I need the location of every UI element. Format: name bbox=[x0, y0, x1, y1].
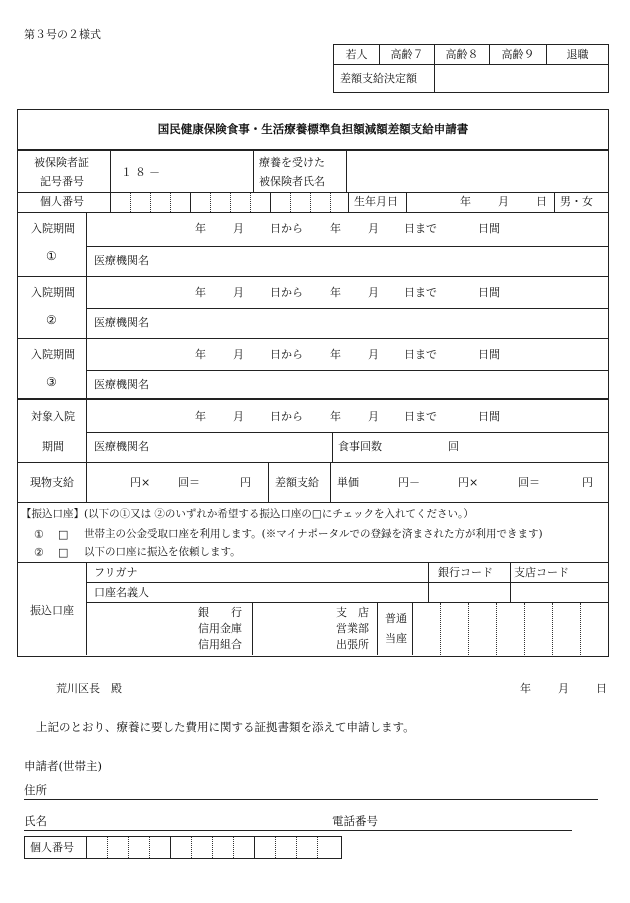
period-2-from: 日から bbox=[270, 286, 303, 299]
period-1-from-month: 月 bbox=[233, 222, 244, 235]
target-to-year: 年 bbox=[330, 410, 341, 423]
period-1-to-year: 年 bbox=[330, 222, 341, 235]
target-hospital-label: 医療機関名 bbox=[94, 440, 149, 453]
period-2-label: 入院期間 bbox=[31, 286, 75, 299]
statement: 上記のとおり、療養に要した費用に関する証拠書類を添えて申請します。 bbox=[36, 720, 415, 734]
period-2-hospital-label: 医療機関名 bbox=[94, 316, 149, 329]
option-2-text: 以下の口座に振込を依頼します。 bbox=[84, 546, 241, 558]
target-from-month: 月 bbox=[233, 410, 244, 423]
branch-type-office: 営業部 bbox=[336, 622, 369, 635]
branch-type-branch: 支 店 bbox=[336, 606, 369, 619]
target-period-label-1: 対象入院 bbox=[31, 410, 75, 423]
period-1-marker: ① bbox=[46, 249, 57, 263]
transfer-note: 【振込口座】(以下の①又は ②のいずれか希望する振込口座の□にチェックを入れてください。） bbox=[21, 508, 474, 520]
form-number: 第３号の２様式 bbox=[24, 28, 101, 41]
date-year-unit: 年 bbox=[520, 682, 531, 695]
meal-count-unit: 回 bbox=[448, 440, 459, 453]
period-2-from-month: 月 bbox=[233, 286, 244, 299]
bank-type-kumiai: 信用組合 bbox=[198, 638, 242, 651]
target-to-month: 月 bbox=[368, 410, 379, 423]
option-2-checkbox[interactable]: □ bbox=[58, 546, 69, 559]
period-3-days: 日間 bbox=[478, 348, 500, 361]
target-days: 日間 bbox=[478, 410, 500, 423]
decision-amount-label: 差額支給決定額 bbox=[334, 65, 435, 93]
diff-times-eq: 回＝ bbox=[518, 476, 540, 489]
phone-label: 電話番号 bbox=[332, 814, 378, 828]
period-2-to-year: 年 bbox=[330, 286, 341, 299]
target-from-year: 年 bbox=[195, 410, 206, 423]
bank-type-bank: 銀 行 bbox=[198, 606, 242, 619]
account-label: 振込口座 bbox=[30, 604, 74, 617]
target-until: 日まで bbox=[404, 410, 437, 423]
option-1-text: 世帯主の公金受取口座を利用します。(※マイナポータルでの登録を済まされた方が利用できます) bbox=[84, 528, 543, 540]
period-3-from-month: 月 bbox=[233, 348, 244, 361]
period-3-marker: ③ bbox=[46, 375, 57, 389]
birth-date-label: 生年月日 bbox=[354, 195, 398, 208]
patient-name-label-1: 療養を受けた bbox=[259, 156, 325, 169]
bank-type-shinkin: 信用金庫 bbox=[198, 622, 242, 635]
cash-times-eq: 回＝ bbox=[178, 476, 200, 489]
date-day-unit: 日 bbox=[596, 682, 607, 695]
meal-count-label: 食事回数 bbox=[338, 440, 382, 453]
period-3-until: 日まで bbox=[404, 348, 437, 361]
status-cell-young: 若人 bbox=[334, 45, 380, 65]
form-title: 国民健康保険食事・生活療養標準負担額減額差額支給申請書 bbox=[157, 122, 469, 136]
period-2-days: 日間 bbox=[478, 286, 500, 299]
period-1-from-year: 年 bbox=[195, 222, 206, 235]
birth-day-unit: 日 bbox=[536, 195, 547, 208]
applicant-heading: 申請者(世帯主) bbox=[24, 759, 102, 773]
furigana-label: フリガナ bbox=[94, 566, 138, 579]
period-3-label: 入院期間 bbox=[31, 348, 75, 361]
name-phone-line[interactable] bbox=[24, 830, 572, 831]
insured-cert-label-2: 記号番号 bbox=[40, 175, 84, 188]
account-type-current[interactable]: 当座 bbox=[385, 632, 407, 645]
title-divider bbox=[18, 149, 608, 151]
birth-year-unit: 年 bbox=[460, 195, 471, 208]
period-3-from: 日から bbox=[270, 348, 303, 361]
cash-payment-label: 現物支給 bbox=[30, 476, 74, 489]
period-1-days: 日間 bbox=[478, 222, 500, 235]
bank-code-label: 銀行コード bbox=[438, 566, 493, 579]
period-3-from-year: 年 bbox=[195, 348, 206, 361]
diff-yen-times: 円× bbox=[458, 476, 479, 489]
bank-code-field[interactable] bbox=[430, 584, 508, 601]
insured-cert-label-1: 被保険者証 bbox=[34, 156, 89, 169]
period-3-hospital-label: 医療機関名 bbox=[94, 378, 149, 391]
name-label: 氏名 bbox=[24, 814, 47, 828]
applicant-personal-number-label: 個人番号 bbox=[30, 841, 74, 854]
sex-selector[interactable]: 男・女 bbox=[560, 195, 593, 208]
personal-number-label: 個人番号 bbox=[40, 195, 84, 208]
diff-yen-minus: 円－ bbox=[398, 476, 420, 489]
patient-name-field[interactable] bbox=[348, 152, 606, 190]
diff-unit-price: 単価 bbox=[337, 476, 359, 489]
period-2-from-year: 年 bbox=[195, 286, 206, 299]
birth-month-unit: 月 bbox=[498, 195, 509, 208]
period-1-from: 日から bbox=[270, 222, 303, 235]
status-table bbox=[333, 44, 609, 93]
period-1-hospital-label: 医療機関名 bbox=[94, 254, 149, 267]
period-2-marker: ② bbox=[46, 313, 57, 327]
option-1-checkbox[interactable]: □ bbox=[58, 528, 69, 541]
address-line[interactable] bbox=[24, 799, 598, 800]
addressee: 荒川区長 殿 bbox=[56, 682, 122, 695]
status-cell-elderly7: 高齢７ bbox=[380, 45, 435, 65]
period-3-to-year: 年 bbox=[330, 348, 341, 361]
status-cell-elderly9: 高齢９ bbox=[490, 45, 547, 65]
target-from: 日から bbox=[270, 410, 303, 423]
decision-amount-field[interactable] bbox=[435, 65, 609, 93]
date-month-unit: 月 bbox=[558, 682, 569, 695]
period-3-to-month: 月 bbox=[368, 348, 379, 361]
period-2-until: 日まで bbox=[404, 286, 437, 299]
option-1-marker: ① bbox=[34, 528, 44, 541]
period-1-until: 日まで bbox=[404, 222, 437, 235]
account-holder-label: 口座名義人 bbox=[94, 586, 149, 599]
cash-yen-times: 円× bbox=[130, 476, 151, 489]
account-type-ordinary[interactable]: 普通 bbox=[385, 612, 407, 625]
period-2-to-month: 月 bbox=[368, 286, 379, 299]
cash-yen: 円 bbox=[240, 476, 251, 489]
insured-cert-value[interactable]: １８－ bbox=[121, 166, 163, 179]
option-2-marker: ② bbox=[34, 546, 44, 559]
branch-type-sub: 出張所 bbox=[336, 638, 369, 651]
diff-payment-label: 差額支給 bbox=[275, 476, 319, 489]
target-period-label-2: 期間 bbox=[42, 440, 64, 453]
status-cell-retired: 退職 bbox=[547, 45, 609, 65]
branch-code-label: 支店コード bbox=[514, 566, 569, 579]
period-1-label: 入院期間 bbox=[31, 222, 75, 235]
branch-code-field[interactable] bbox=[512, 584, 606, 601]
diff-yen: 円 bbox=[582, 476, 593, 489]
patient-name-label-2: 被保険者氏名 bbox=[259, 175, 325, 188]
status-cell-elderly8: 高齢８ bbox=[435, 45, 490, 65]
address-label: 住所 bbox=[24, 783, 47, 797]
period-1-to-month: 月 bbox=[368, 222, 379, 235]
